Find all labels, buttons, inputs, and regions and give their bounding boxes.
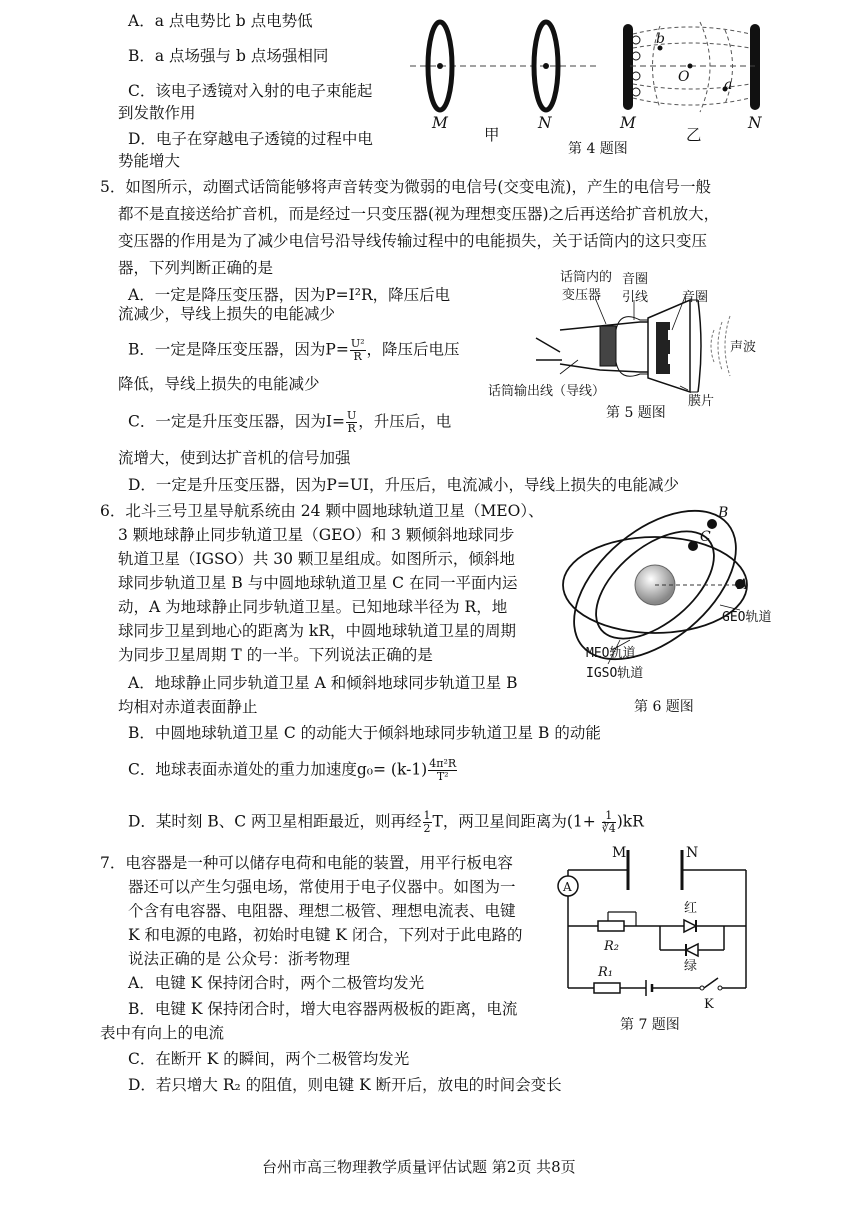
q5-label-transformer1: 话筒内的 <box>560 270 613 285</box>
q6d-f1-den: 2 <box>423 822 431 835</box>
q6-option-c-text: C．地球表面赤道处的重力加速度g₀= (k-1) <box>128 760 428 779</box>
q7-option-d: D．若只增大 R₂ 的阻值，则电键 K 断开后，放电的时间会变长 <box>128 1076 562 1094</box>
q5-stem-line2: 都不是直接送给扩音机，而是经过一只变压器(视为理想变压器)之后再送给扩音机放大， <box>118 205 720 223</box>
q5-option-c-line2: 流增大，使到达扩音机的信号加强 <box>118 449 351 467</box>
q7-label-r1: R₁ <box>598 965 613 980</box>
q7-label-r2: R₂ <box>604 939 619 954</box>
q4-caption: 第 4 题图 <box>568 141 628 157</box>
q4-option-d-line2: 势能增大 <box>118 152 181 170</box>
q5-label-output: 话筒输出线（导线） <box>488 384 606 399</box>
q7-label-k: K <box>704 997 714 1012</box>
q6-option-d-text: D．某时刻 B、C 两卫星相距最近，则再经 <box>128 812 422 831</box>
q7-stem-line1: 7．电容器是一种可以储存电荷和电能的装置，用平行板电容 <box>100 854 513 872</box>
q6-label-geo: GEO轨道 <box>722 610 772 625</box>
q5-stem-line4: 器，下列判断正确的是 <box>118 259 274 277</box>
q7-label-ammeter: A <box>563 880 572 894</box>
q5-option-b-line2: 降低，导线上损失的电能减少 <box>118 375 320 393</box>
q5-stem-line3: 变压器的作用是为了减少电信号沿导线传输过程中的电能损失，关于话筒内的这只变压 <box>118 232 708 250</box>
q7-label-n: N <box>686 845 699 861</box>
q5-label-transformer2: 变压器 <box>562 288 602 303</box>
q6-stem-line2: 3 颗地球静止同步轨道卫星（GEO）和 3 颗倾斜地球同步 <box>118 526 515 544</box>
q6-label-meo: MEO轨道 <box>586 646 636 661</box>
q4-label-o: O <box>678 69 690 85</box>
q7-stem-line3: 个含有电容器、电阻器、理想二极管、理想电流表、电键 <box>128 902 516 920</box>
q7-stem-line4: K 和电源的电路，初始时电键 K 闭合，下列对于此电路的 <box>128 926 523 944</box>
q6-stem-line7: 为同步卫星周期 T 的一半。下列说法正确的是 <box>118 646 433 664</box>
q5-option-c-text-tail: ，升压后，电 <box>358 412 452 431</box>
q6d-f2-num: 1 <box>602 810 616 823</box>
q6c-denominator: T² <box>436 770 449 783</box>
q7-label-m: M <box>612 845 627 861</box>
q5-fraction-numerator: U² <box>350 337 365 350</box>
q4-label-n1: N <box>538 114 552 132</box>
q6d-f1-num: 1 <box>423 809 431 822</box>
q6-stem-line4: 球同步轨道卫星 B 与中圆地球轨道卫星 C 在同一平面内运 <box>118 574 518 592</box>
q6-option-d-text-mid: T，两卫星间距离为(1+ <box>432 812 601 831</box>
q5-option-a-line2: 流减少，导线上损失的电能减少 <box>118 305 336 323</box>
q7-option-a: A．电键 K 保持闭合时，两个二极管均发光 <box>128 974 425 992</box>
q5-option-a-line1: A．一定是降压变压器，因为P=I²R，降压后电 <box>128 286 451 304</box>
q6d-f2-den: ∛4 <box>601 822 616 835</box>
q6-stem-line5: 动，A 为地球静止同步轨道卫星。已知地球半径为 R，地 <box>118 598 508 616</box>
q5-label-coil-lead2: 引线 <box>622 290 649 305</box>
q6c-numerator: 4π²R <box>429 757 457 770</box>
q5-label-coil-lead1: 音圈 <box>622 272 649 287</box>
q5-label-membrane: 膜片 <box>688 394 715 409</box>
q5-option-d: D．一定是升压变压器，因为P=UI，升压后，电流减小，导线上损失的电能减少 <box>128 476 680 494</box>
q6-label-b: B <box>718 505 729 521</box>
q5-option-b-text-tail: ，降压后电压 <box>366 340 460 359</box>
q7-stem-line2: 器还可以产生匀强电场，常使用于电子仪器中。如图为一 <box>128 878 516 896</box>
q4-option-a: A．a 点电势比 b 点电势低 <box>128 12 313 30</box>
page-footer: 台州市高三物理教学质量评估试题 第2页 共8页 <box>262 1158 576 1176</box>
q6-label-a: A <box>738 577 749 593</box>
q6-label-igso: IGSO轨道 <box>586 666 644 681</box>
q5-label-sound: 声波 <box>730 340 757 355</box>
q5-option-b-text: B．一定是降压变压器，因为P= <box>128 340 349 359</box>
q5-label-coil: 音圈 <box>682 290 709 305</box>
q6-caption: 第 6 题图 <box>634 699 694 715</box>
q4-label-jia: 甲 <box>484 126 500 144</box>
q4-label-yi: 乙 <box>686 126 702 144</box>
q7-option-b-line1: B．电键 K 保持闭合时，增大电容器两极板的距离，电流 <box>128 1000 518 1018</box>
q5-option-c-text: C．一定是升压变压器，因为I= <box>128 412 345 431</box>
q4-option-c-line1: C．该电子透镜对入射的电子束能起 <box>128 82 373 100</box>
q6-option-a-line1: A．地球静止同步轨道卫星 A 和倾斜地球同步轨道卫星 B <box>128 674 518 692</box>
q7-option-c: C．在断开 K 的瞬间，两个二极管均发光 <box>128 1050 410 1068</box>
q6-stem-line3: 轨道卫星（IGSO）共 30 颗卫星组成。如图所示，倾斜地 <box>118 550 515 568</box>
q4-label-m1: M <box>432 114 448 132</box>
q6-option-b: B．中圆地球轨道卫星 C 的动能大于倾斜地球同步轨道卫星 B 的动能 <box>128 724 601 742</box>
q4-label-m2: M <box>620 114 636 132</box>
q6-option-d-text-tail: )kR <box>616 812 644 831</box>
q4-option-b: B．a 点场强与 b 点场强相同 <box>128 47 329 65</box>
q7-stem-line5: 说法正确的是 公众号：浙考物理 <box>128 950 350 968</box>
q4-label-a: a <box>724 77 733 93</box>
q4-option-d-line1: D．电子在穿越电子透镜的过程中电 <box>128 130 373 148</box>
q5-fraction-denominator: R <box>353 350 362 363</box>
q7-caption: 第 7 题图 <box>620 1017 680 1033</box>
q7-label-red: 红 <box>684 901 698 916</box>
q5-stem-line1: 5．如图所示，动圈式话筒能够将声音转变为微弱的电信号(交变电流)，产生的电信号一般 <box>100 178 711 196</box>
q7-option-b-line2: 表中有向上的电流 <box>100 1024 225 1042</box>
q6-stem-line6: 球同步卫星到地心的距离为 kR，中圆地球轨道卫星的周期 <box>118 622 516 640</box>
q4-label-b: b <box>656 31 665 47</box>
q5c-fraction-numerator: U <box>346 409 357 422</box>
q6-option-a-line2: 均相对赤道表面静止 <box>118 698 258 716</box>
q6-label-c: C <box>700 529 711 545</box>
q4-label-n2: N <box>748 114 762 132</box>
q7-label-green: 绿 <box>684 959 698 974</box>
q6-stem-line1: 6．北斗三号卫星导航系统由 24 颗中圆地球轨道卫星（MEO）、 <box>100 502 544 520</box>
q5-caption: 第 5 题图 <box>606 405 666 421</box>
q5c-fraction-denominator: R <box>347 422 356 435</box>
q4-option-c-line2: 到发散作用 <box>118 104 196 122</box>
